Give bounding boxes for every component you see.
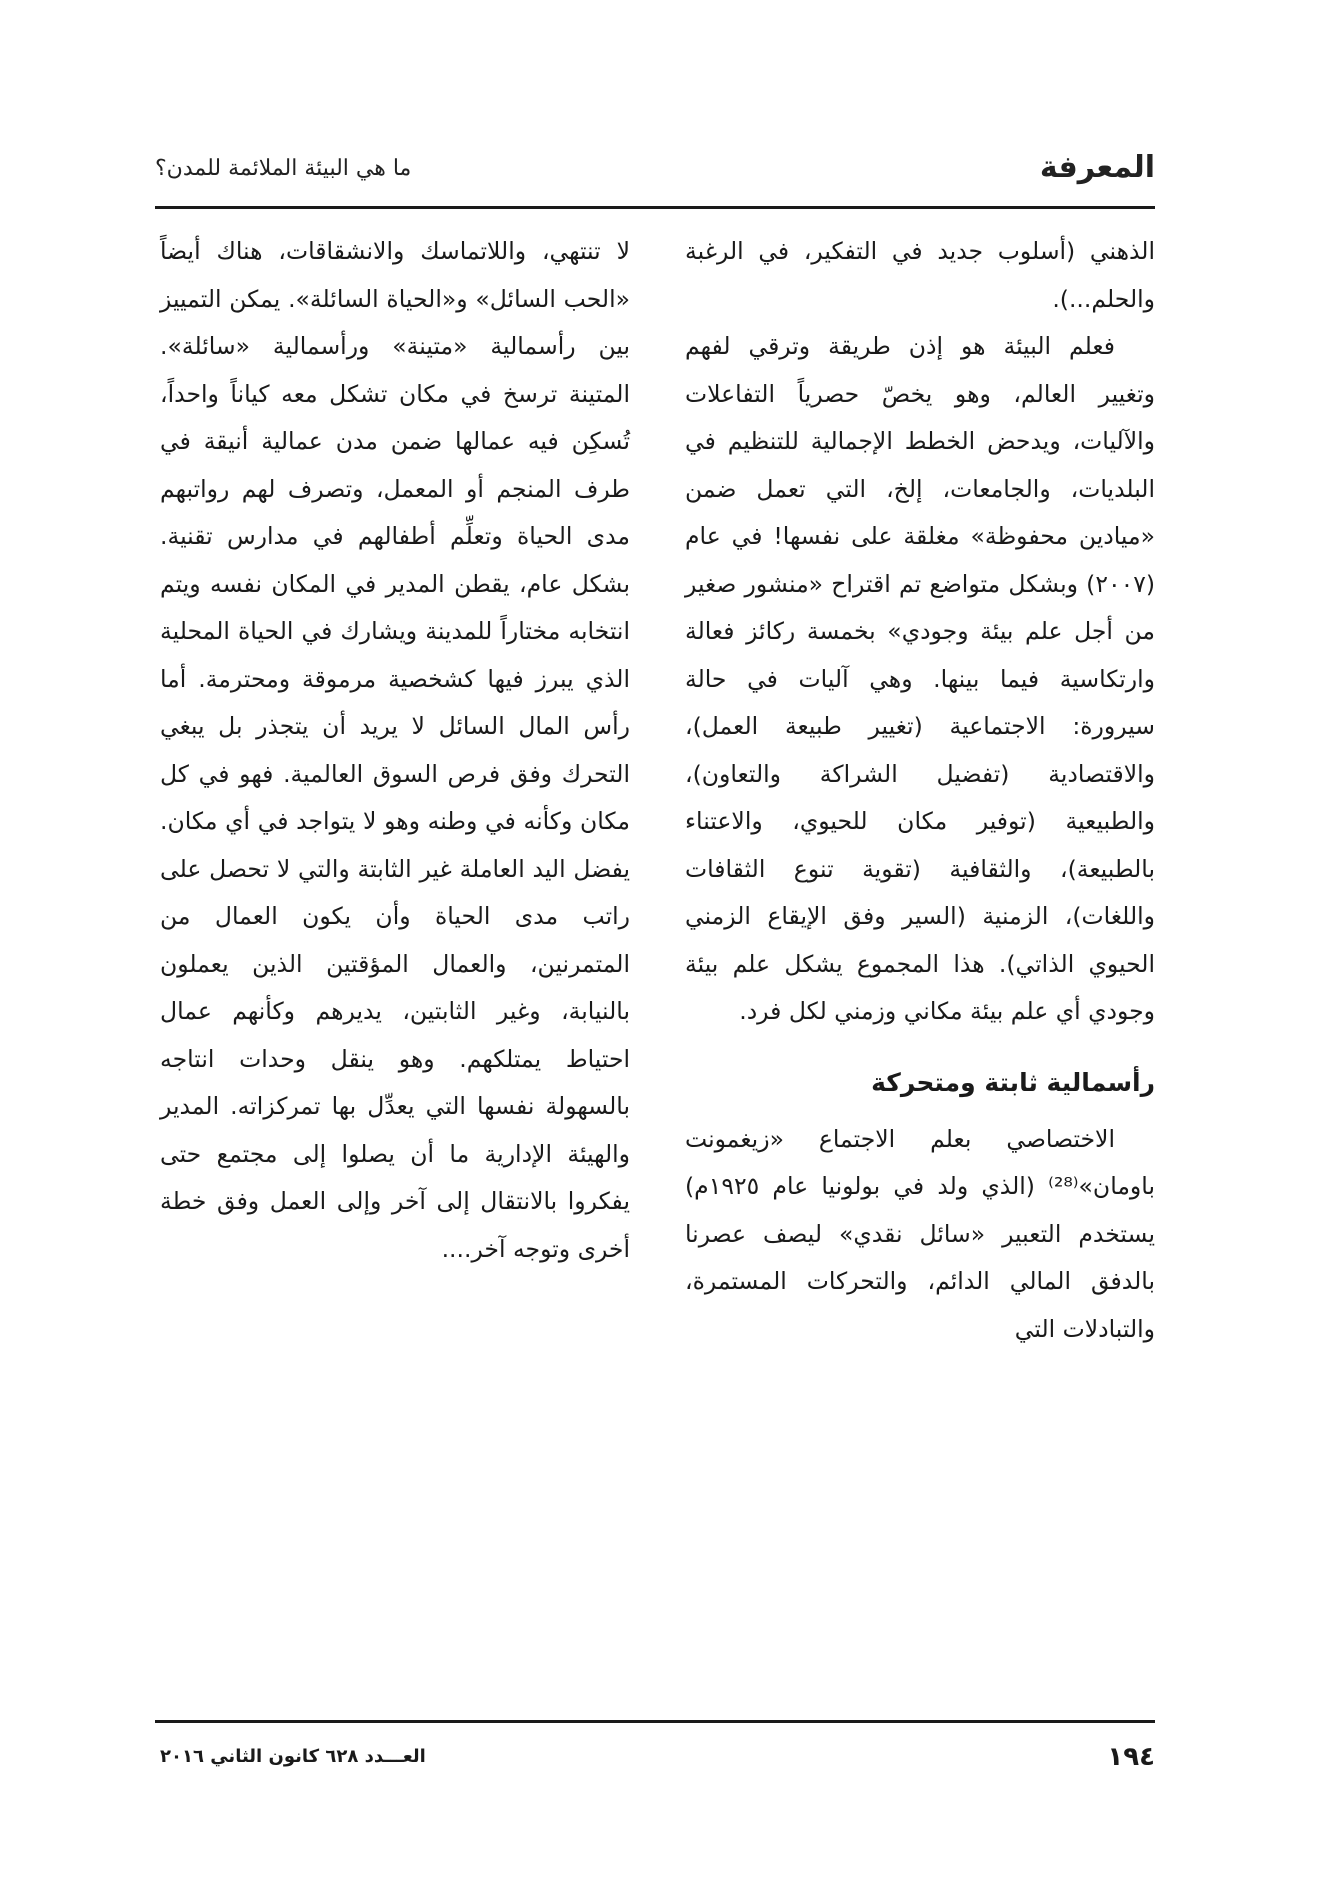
left-text-column: [160, 228, 630, 1273]
header-divider: [155, 206, 1155, 209]
paragraph: الذهني (أسلوب جديد في التفكير، في الرغبة والحلم...).: [685, 237, 1155, 313]
paragraph: لا تنتهي، واللاتماسك والانشقاقات، هناك أيضاً «الحب السائل» و«الحياة السائلة». يمكن التمييز بين رأسمالية «متينة» ورأسمالية «سائلة». المتينة ترسخ في مكان تشكل معه كياناً واحداً، تُسكِن فيه عمالها ضمن مدن عمالية أنيقة في طرف المنجم أو المعمل، وتصرف لهم رواتبهم مدى الحياة وتعلِّم أطفالهم في مدارس تقنية. بشكل عام، يقطن المدير في المكان نفسه ويتم انتخابه مختاراً للمدينة ويشارك في الحياة المحلية الذي يبرز فيها كشخصية مرموقة ومحترمة. أما رأس المال السائل لا يريد أن يتجذر بل يبغي التحرك وفق فرص السوق العالمية. فهو في كل مكان وكأنه في وطنه وهو لا يتواجد في أي مكان. يفضل اليد العاملة غير الثابتة والتي لا تحصل على راتب مدى الحياة وأن يكون العمال من المتمرنين، والعمال المؤقتين الذين يعملون بالنيابة، وغير الثابتين، يديرهم وكأنهم عمال احتياط يمتلكهم. وهو ينقل وحدات انتاجه بالسهولة نفسها التي يعدِّل بها تمركزاته. المدير والهيئة الإدارية ما أن يصلوا إلى مجتمع حتى يفكروا بالانتقال إلى آخر وإلى العمل وفق خطة أخرى وتوجه آخر....: [160, 237, 630, 1263]
running-title: ما هي البيئة الملائمة للمدن؟: [155, 156, 412, 181]
section-heading: رأسمالية ثابتة ومتحركة: [871, 1067, 1155, 1097]
issue-info: العـــدد ٦٢٨ كانون الثاني ٢٠١٦: [160, 1746, 426, 1767]
footer-divider: [155, 1720, 1155, 1723]
page-header: [155, 150, 1155, 200]
magazine-logo: المعرفة: [1039, 150, 1155, 185]
paragraph: الاختصاصي بعلم الاجتماع «زيغمونت باومان»⁽²⁸⁾ (الذي ولد في بولونيا عام ١٩٢٥م) يستخدم التعبير «سائل نقدي» ليصف عصرنا بالدفق المالي الدائم، والتحركات المستمرة، والتبادلات التي: [685, 1124, 1155, 1343]
page-number: ١٩٤: [1107, 1742, 1155, 1772]
paragraph: فعلم البيئة هو إذن طريقة وترقي لفهم وتغيير العالم، وهو يخصّ حصرياً التفاعلات والآليات، ويدحض الخطط الإجمالية للتنظيم في البلديات، والجامعات، إلخ، التي تعمل ضمن «ميادين محفوظة» مغلقة على نفسها! في عام (٢٠٠٧) وبشكل متواضع تم اقتراح «منشور صغير من أجل علم بيئة وجودي» بخمسة ركائز فعالة وارتكاسية فيما بينها. وهي آليات في حالة سيرورة: الاجتماعية (تغيير طبيعة العمل)، والاقتصادية (تفضيل الشراكة والتعاون)، والطبيعية (توفير مكان للحيوي، والاعتناء بالطبيعة)، والثقافية (تقوية تنوع الثقافات واللغات)، الزمنية (السير وفق الإيقاع الزمني الحيوي الذاتي). هذا المجموع يشكل علم بيئة وجودي أي علم بيئة مكاني وزمني لكل فرد.: [685, 332, 1155, 1025]
right-text-column: [685, 228, 1155, 1353]
